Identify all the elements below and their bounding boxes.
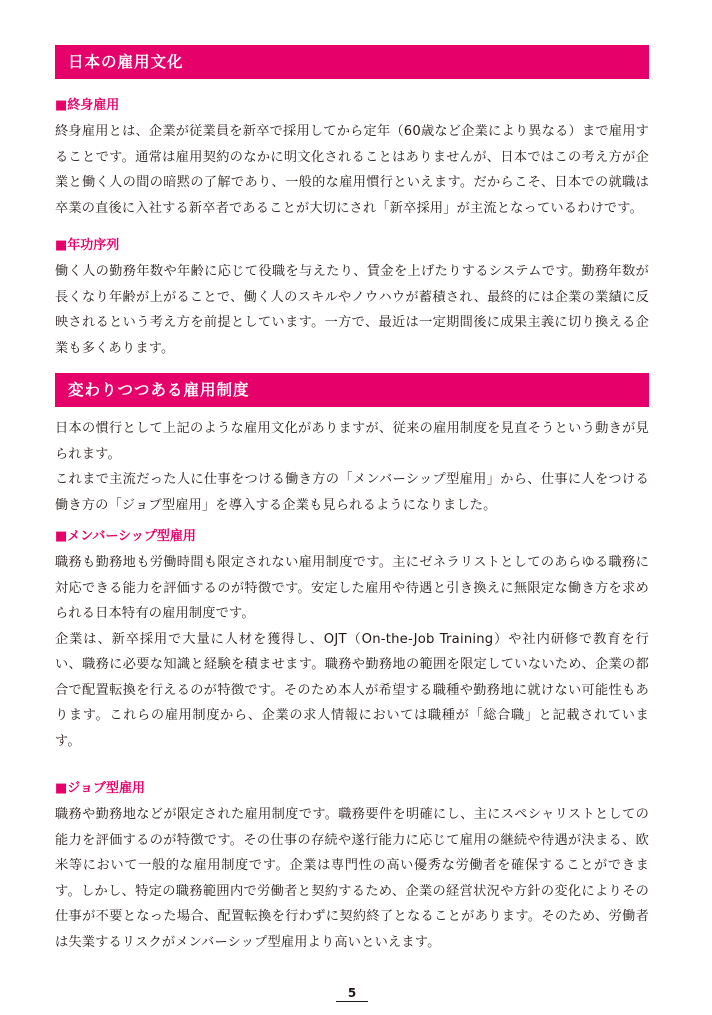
paragraph-text: これまで主流だった人に仕事をつける働き方の「メンバーシップ型雇用」から、仕事に人をつける働き方の「ジョブ型雇用」を導入する企業も見られるようになりました。 (55, 472, 649, 513)
paragraph-intro (55, 416, 649, 518)
section-title-employment-culture: 日本の雇用文化 (55, 45, 649, 79)
section-title-changing-system: 変わりつつある雇用制度 (55, 373, 649, 407)
subheading-lifetime-employment: ■終身雇用 (55, 98, 120, 113)
subheading-seniority-system: ■年功序列 (55, 238, 120, 253)
page-content (55, 45, 649, 955)
paragraph-seniority-system (55, 259, 649, 361)
subheading-membership-employment: ■メンバーシップ型雇用 (55, 529, 196, 544)
paragraph-membership-employment (55, 550, 649, 754)
paragraph-text: 終身雇用とは、企業が従業員を新卒で採用してから定年（60歳など企業により異なる）まで雇用することです。通常は雇用契約のなかに明文化されることはありませんが、日本ではこの考え方が企業と働く人の間の暗黙の了解であり、一般的な雇用慣行といえます。だからこそ、日本での就職は卒業の直後に入社する新卒者であることが大切にされ「新卒採用」が主流となっているわけです。 (55, 124, 649, 216)
subheading-job-employment: ■ジョブ型雇用 (55, 781, 146, 796)
paragraph-text: 職務や勤務地などが限定された雇用制度です。職務要件を明確にし、主にスペシャリストとしての能力を評価するのが特徴です。その仕事の存続や遂行能力に応じて雇用の継続や待遇が決まる、欧米等において一般的な雇用制度です。企業は専門性の高い優秀な労働者を確保することができます。しかし、特定の職務範囲内で労働者と契約するため、企業の経営状況や方針の変化によりその仕事が不要となった場合、配置転換を行わずに契約終了となることがあります。そのため、労働者は失業するリスクがメンバーシップ型雇用より高いといえます。 (55, 807, 649, 950)
paragraph-text: 日本の慣行として上記のような雇用文化がありますが、従来の雇用制度を見直そうという動きが見られます。 (55, 421, 649, 462)
paragraph-text: 職務も勤務地も労働時間も限定されない雇用制度です。主にゼネラリストとしてのあらゆる職務に対応できる能力を評価するのが特徴です。安定した雇用や待遇と引き換えに無限定な働き方を求められる日本特有の雇用制度です。 (55, 555, 649, 621)
paragraph-job-employment (55, 802, 649, 955)
page-number: 5 (336, 985, 368, 1002)
paragraph-text: 働く人の勤務年数や年齢に応じて役職を与えたり、賃金を上げたりするシステムです。勤務年数が長くなり年齢が上がることで、働く人のスキルやノウハウが蓄積され、最終的には企業の業績に反映されるという考え方を前提としています。一方で、最近は一定期間後に成果主義に切り換える企業も多くあります。 (55, 264, 649, 356)
paragraph-text: 企業は、新卒採用で大量に人材を獲得し、OJT（On-the-Job Training）や社内研修で教育を行い、職務に必要な知識と経験を積ませます。職務や勤務地の範囲を限定していないため、企業の都合で配置転換を行えるのが特徴です。そのため本人が希望する職種や勤務地に就けない可能性もあります。これらの雇用制度から、企業の求人情報においては職種が「総合職」と記載されています。 (55, 631, 649, 749)
paragraph-lifetime-employment (55, 119, 649, 221)
